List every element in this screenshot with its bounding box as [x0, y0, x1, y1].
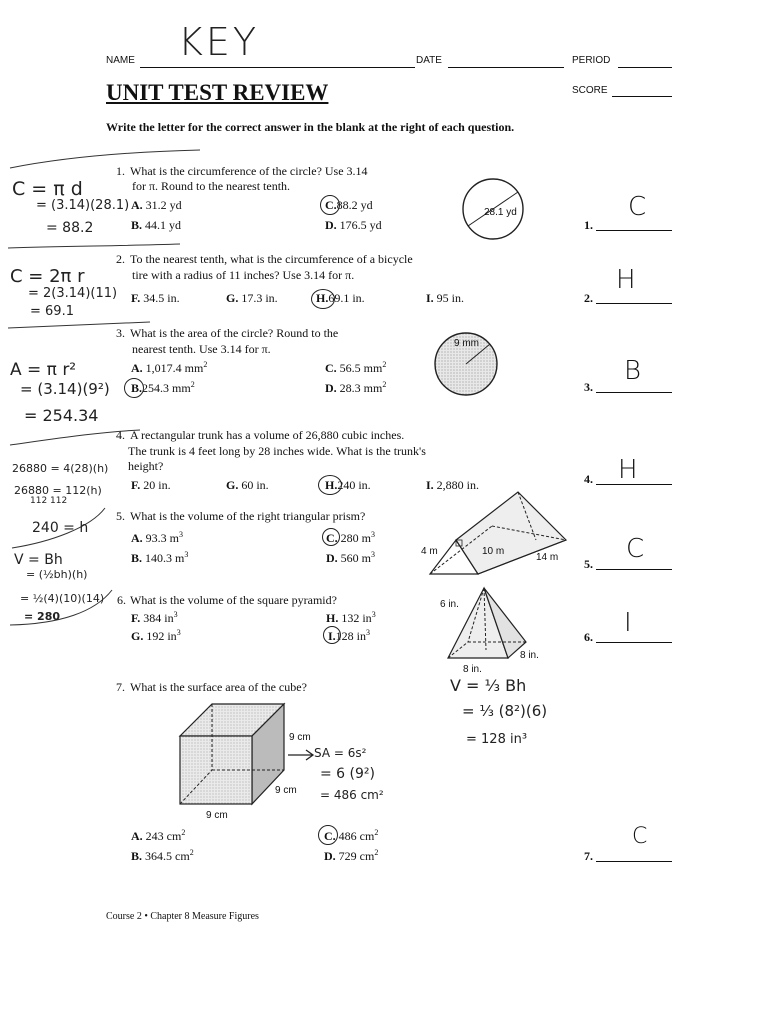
q3-work-1: A = π r² — [10, 360, 77, 380]
q5-num: 5. — [116, 509, 125, 523]
q6-option-h: H. 132 $in^3$ — [326, 610, 376, 625]
q5-option-b: B. 140.3 $m^3$ — [131, 550, 189, 565]
q3-option-b: B.254.3 $mm^2$ — [131, 380, 195, 395]
footer-text: Course 2 • Chapter 8 Measure Figures — [106, 911, 259, 922]
q1-option-b: B. 44.1 yd — [131, 218, 182, 232]
q1-selected-circle — [320, 195, 340, 215]
q1-option-d: D. 176.5 yd — [325, 218, 382, 232]
q2-option-h: H.69.1 in. — [316, 291, 365, 305]
q5-option-a: A. 93.3 $m^3$ — [131, 530, 184, 545]
q6-figure-label-height: 6 in. — [440, 599, 459, 610]
q6-option-f: F. 384 $in^3$ — [131, 610, 178, 625]
q7-selected-circle — [318, 825, 338, 845]
q4-text-line2: The trunk is 4 feet long by 28 inches wide. What is the trunk's — [128, 444, 426, 458]
q5-option-c: C. 280 $m^3$ — [326, 530, 376, 545]
q7-answer: C — [632, 824, 648, 849]
q5-answer-num: 5. — [584, 557, 593, 571]
q4-work-3: 112 112 — [30, 496, 68, 506]
q7-work-2: = 6 (9²) — [320, 766, 375, 782]
q6-text-line1: What is the volume of the square pyramid? — [130, 593, 337, 607]
q1-work-3: = 88.2 — [46, 220, 94, 236]
q4-option-f: F. 20 in. — [131, 478, 171, 492]
q7-option-c: C. 486 $cm^2$ — [324, 828, 379, 843]
q3-answer: B — [624, 356, 642, 386]
q7-answer-line — [596, 861, 672, 862]
q5-figure-label-14m: 14 m — [536, 552, 559, 563]
q2-work-3: = 69.1 — [30, 304, 74, 319]
q6-figure-label-side: 8 in. — [520, 650, 539, 661]
q6-work-2: = ⅓ (8²)(6) — [462, 702, 548, 720]
name-label: NAME — [106, 55, 135, 66]
q1-answer-num: 1. — [584, 218, 593, 232]
q5-work-4: = 280 — [24, 610, 61, 623]
q4-answer: H — [618, 455, 638, 485]
q5-figure-label-10m: 10 m — [482, 546, 505, 557]
q6-option-g: G. 192 $in^3$ — [131, 628, 181, 643]
q2-option-f: F. 34.5 in. — [131, 291, 180, 305]
q5-option-d: D. 560 $m^3$ — [326, 550, 376, 565]
q2-work-2: = 2(3.14)(11) — [28, 286, 118, 301]
q3-selected-circle — [124, 378, 144, 398]
q1-figure-label: 28.1 yd — [484, 207, 517, 218]
q6-figure-label-base: 8 in. — [463, 664, 482, 675]
q1-answer: C — [628, 192, 647, 222]
q4-option-i: I. 2,880 in. — [426, 478, 480, 492]
q6-selected-circle — [323, 626, 341, 644]
q3-option-d: D. 28.3 $mm^2$ — [325, 380, 387, 395]
q4-selected-circle — [318, 475, 342, 495]
q4-option-h: H.240 in. — [325, 478, 371, 492]
page-title: UNIT TEST REVIEW — [106, 80, 329, 105]
q6-work-1: V = ⅓ Bh — [450, 676, 527, 695]
q5-selected-circle — [322, 528, 340, 546]
name-value: KEY — [178, 20, 260, 64]
period-label: PERIOD — [572, 55, 611, 66]
q6-answer-num: 6. — [584, 630, 593, 644]
q5-prism-figure — [426, 488, 576, 580]
q7-figure-label-width: 9 cm — [206, 810, 228, 821]
q6-answer: I — [624, 608, 632, 638]
q5-work-2: = (½bh)(h) — [26, 568, 88, 581]
q3-figure-label: 9 mm — [454, 338, 479, 349]
q4-work-4: 240 = h — [32, 520, 89, 536]
q5-answer: C — [626, 534, 645, 564]
q4-work-2: 26880 = 112(h) — [14, 484, 102, 497]
q1-text-line2: for π. Round to the nearest tenth. — [132, 179, 291, 193]
date-label: DATE — [416, 55, 442, 66]
q7-arrow-icon — [286, 748, 316, 762]
q4-num: 4. — [116, 428, 125, 442]
q7-option-b: B. 364.5 $cm^2$ — [131, 848, 194, 863]
q3-text-line2: nearest tenth. Use 3.14 for π. — [132, 342, 271, 356]
q5-text-line1: What is the volume of the right triangular prism? — [130, 509, 366, 523]
q5-work-1: V = Bh — [14, 552, 63, 568]
q7-work-3: = 486 cm² — [320, 788, 384, 802]
q4-answer-num: 4. — [584, 472, 593, 486]
q3-answer-num: 3. — [584, 380, 593, 394]
q7-option-a: A. 243 $cm^2$ — [131, 828, 186, 843]
q7-answer-num: 7. — [584, 849, 593, 863]
q2-answer-num: 2. — [584, 291, 593, 305]
q1-num: 1. — [116, 164, 125, 178]
q2-work-1: C = 2π r — [10, 266, 85, 287]
q2-option-i: I. 95 in. — [426, 291, 465, 305]
q4-option-g: G. 60 in. — [226, 478, 269, 492]
q2-text-line2: tire with a radius of 11 inches? Use 3.14 for π. — [132, 268, 355, 282]
q7-text-line1: What is the surface area of the cube? — [130, 680, 307, 694]
q1-option-a: A. 31.2 yd — [131, 198, 182, 212]
q6-work-3: = 128 in³ — [466, 732, 528, 747]
q3-option-c: C. 56.5 $mm^2$ — [325, 360, 387, 375]
q7-work-1: SA = 6s² — [314, 746, 367, 760]
q3-option-a: A. 1,017.4 $mm^2$ — [131, 360, 208, 375]
q3-work-2: = (3.14)(9²) — [20, 380, 110, 398]
q4-text-line1: A rectangular trunk has a volume of 26,880 cubic inches. — [130, 428, 405, 442]
instructions: Write the letter for the correct answer in the blank at the right of each question. — [106, 120, 515, 134]
q1-option-c: C.88.2 yd — [325, 198, 373, 212]
q5-work-3: = ½(4)(10)(14) — [20, 592, 105, 605]
q2-text-line1: To the nearest tenth, what is the circumference of a bicycle — [130, 252, 413, 266]
q1-work-2: = (3.14)(28.1) — [36, 198, 130, 213]
q1-text-line1: What is the circumference of the circle? Use 3.14 — [130, 164, 368, 178]
q1-answer-line — [596, 230, 672, 231]
q6-num: 6. — [117, 593, 126, 607]
q4-work-1: 26880 = 4(28)(h) — [12, 462, 109, 475]
q2-num: 2. — [116, 252, 125, 266]
q1-work-1: C = π d — [12, 178, 83, 200]
q3-text-line1: What is the area of the circle? Round to the — [130, 326, 339, 340]
q2-selected-circle — [311, 289, 335, 309]
q2-answer: H — [616, 265, 636, 295]
q5-figure-label-4m: 4 m — [421, 546, 438, 557]
q7-num: 7. — [116, 680, 125, 694]
q2-answer-line — [596, 303, 672, 304]
q6-pyramid-figure — [444, 584, 530, 664]
q7-option-d: D. 729 $cm^2$ — [324, 848, 379, 863]
q4-text-line3: height? — [128, 459, 164, 473]
q7-figure-label-height: 9 cm — [289, 732, 311, 743]
q3-work-3: = 254.34 — [24, 406, 99, 425]
q6-answer-line — [596, 642, 672, 643]
q7-figure-label-depth: 9 cm — [275, 785, 297, 796]
score-label: SCORE — [572, 85, 608, 96]
q3-answer-line — [596, 392, 672, 393]
q3-num: 3. — [116, 326, 125, 340]
q5-answer-line — [596, 569, 672, 570]
q6-option-i: I.128 $in^3$ — [328, 628, 371, 643]
q2-option-g: G. 17.3 in. — [226, 291, 278, 305]
